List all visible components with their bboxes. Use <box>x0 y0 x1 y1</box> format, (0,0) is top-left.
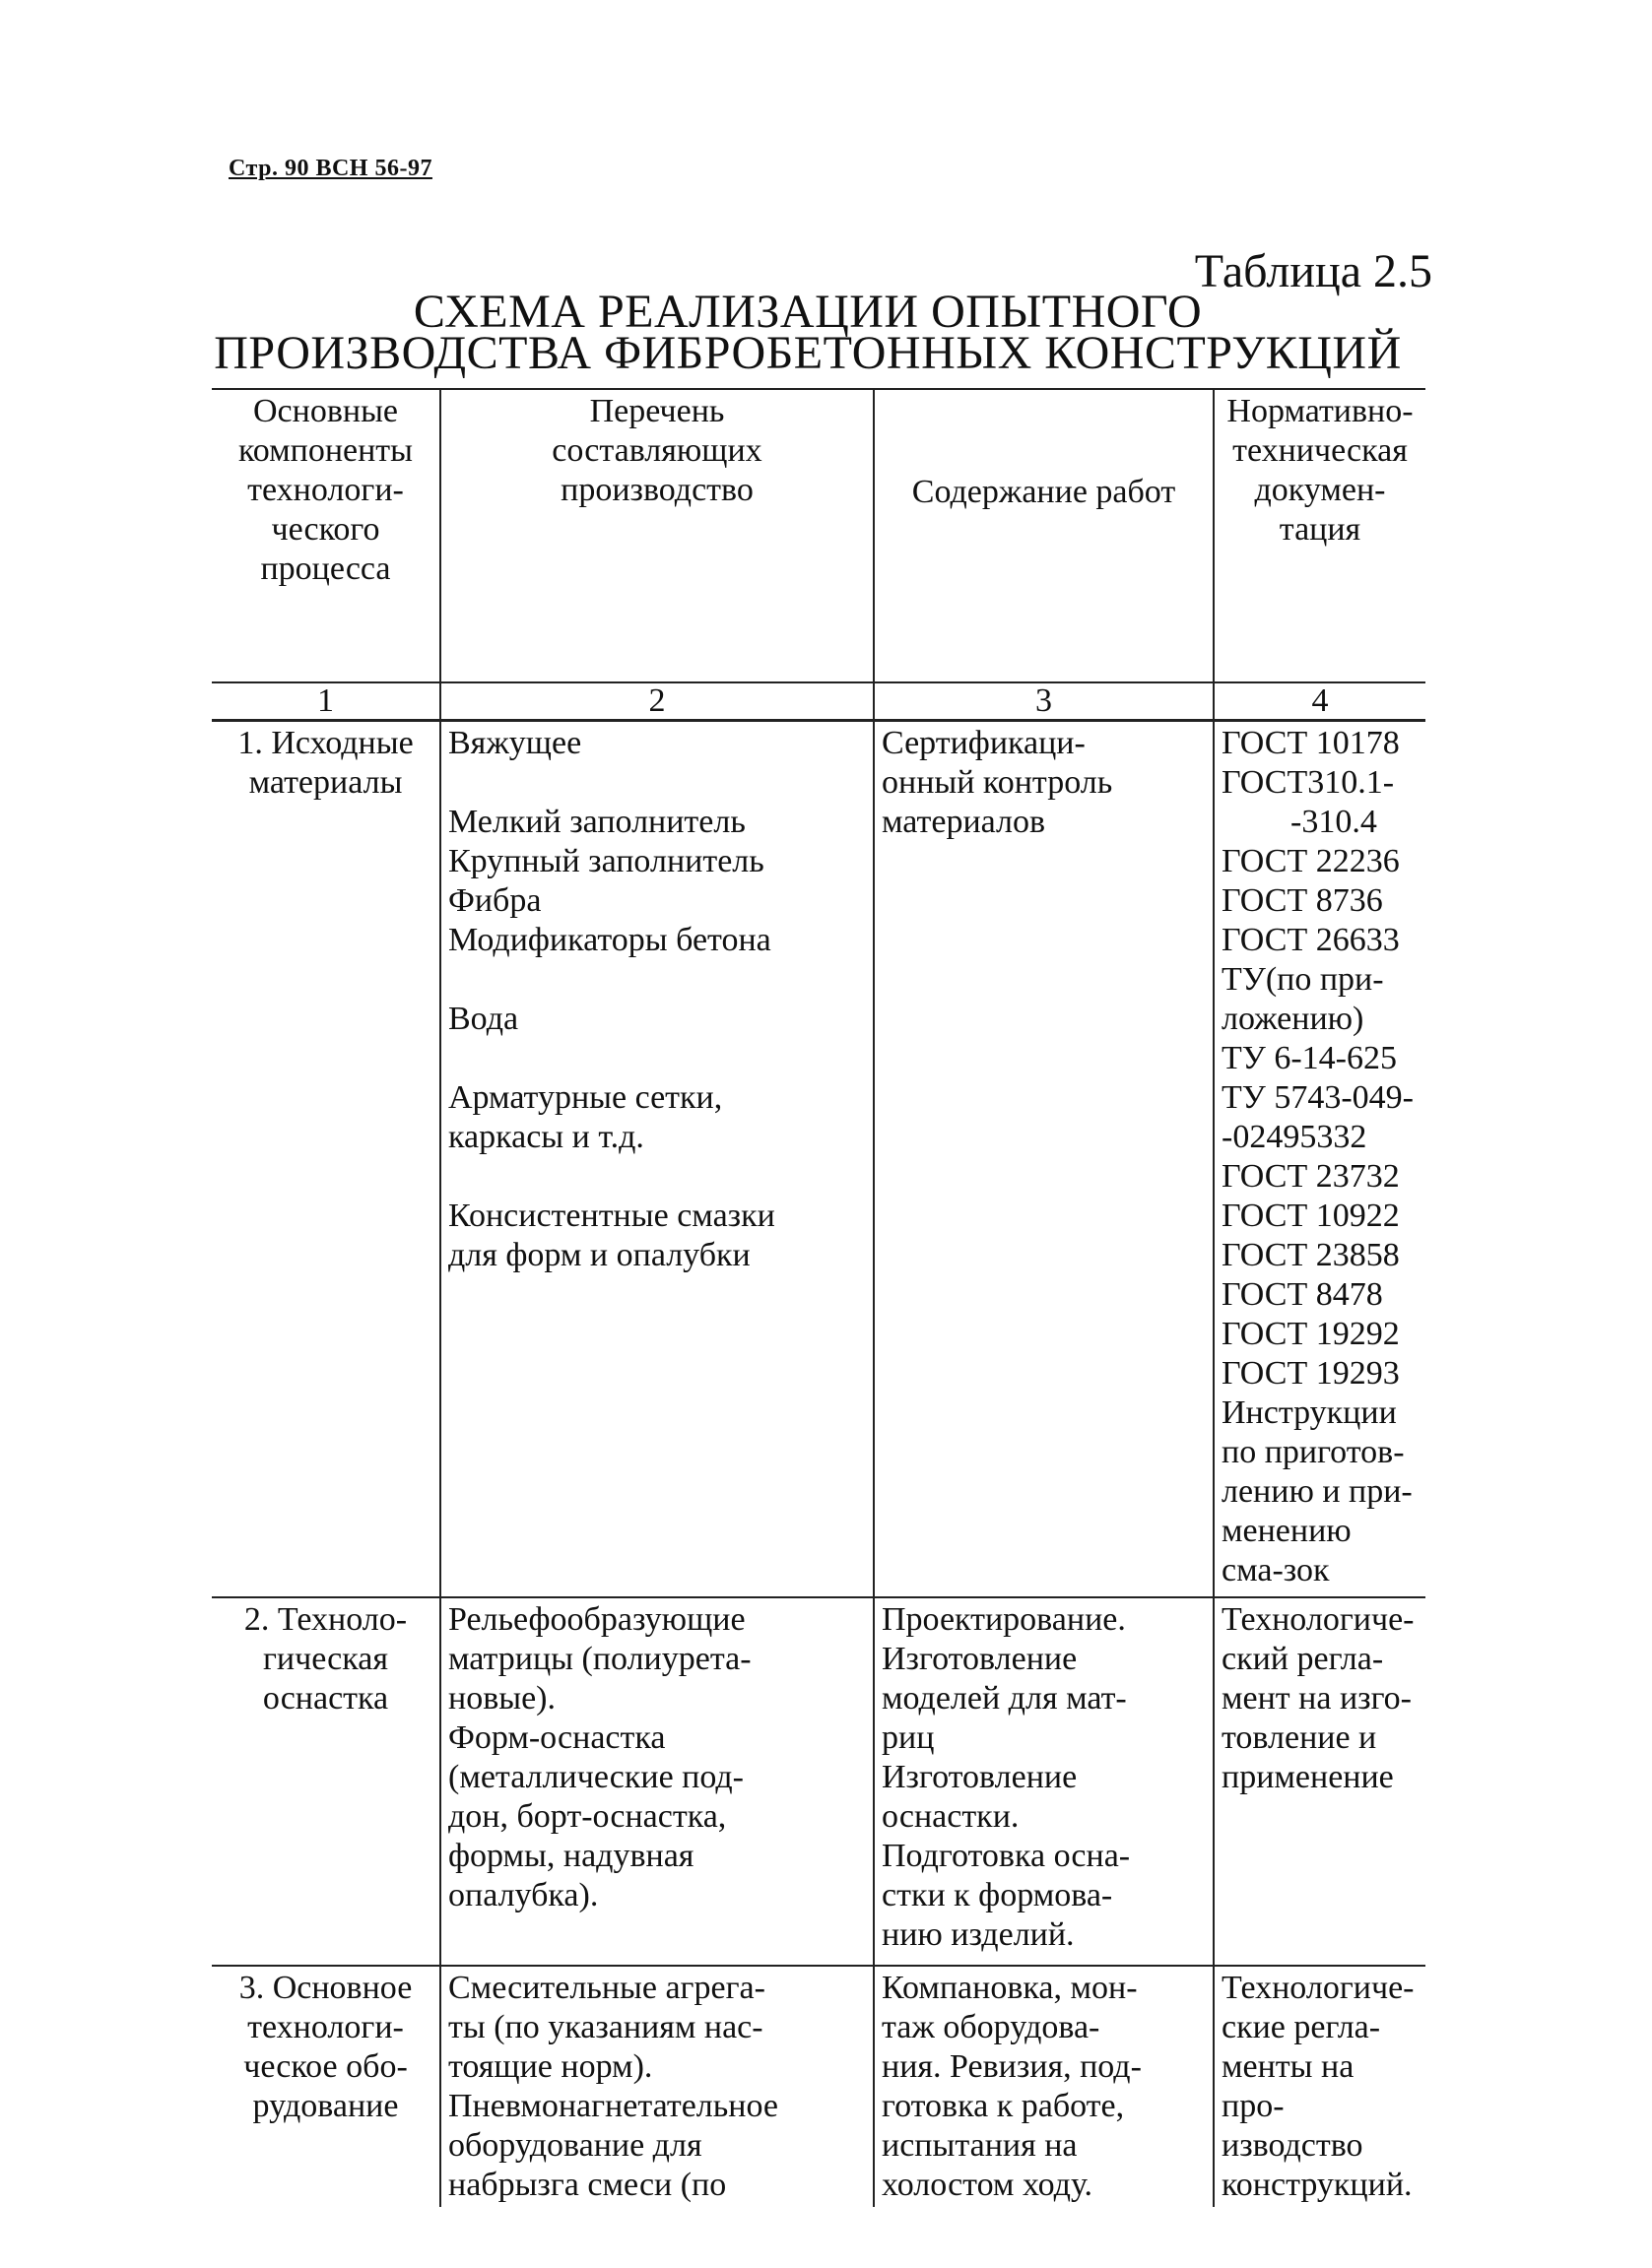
row-component: 1. Исходные материалы <box>212 721 440 1598</box>
column-number-row <box>212 682 1425 721</box>
table-header-row <box>212 389 1425 682</box>
row-items: Рельефообразующие матрицы (полиурета- новые). Форм-оснастка (металлические под- дон, борт-оснастка, формы, надувная опалубка). <box>440 1597 874 1966</box>
column-header-components: Основные компоненты технологи- ческого процесса <box>212 389 440 682</box>
table-row <box>212 1966 1425 2207</box>
row-works: Проектирование. Изготовление моделей для мат- риц Изготовление оснастки. Подготовка осна- стки к формова- нию изделий. <box>874 1597 1214 1966</box>
row-docs: Технологиче- ские регла- менты на про- изводство конструкций. <box>1214 1966 1425 2207</box>
column-number: 3 <box>874 682 1214 721</box>
table-title-line-2: ПРОИЗВОДСТВА ФИБРОБЕТОННЫХ КОНСТРУКЦИЙ <box>214 327 1402 379</box>
row-items: Вяжущее Мелкий заполнитель Крупный заполнитель Фибра Модификаторы бетона Вода Арматурные сетки, каркасы и т.д. Консистентные смазки для форм и опалубки <box>440 721 874 1598</box>
table-row <box>212 1597 1425 1966</box>
column-header-documentation: Нормативно- техническая докумен- тация <box>1214 389 1425 682</box>
row-component: 3. Основное технологи- ческое обо- рудование <box>212 1966 440 2207</box>
column-header-list: Перечень составляющих производство <box>440 389 874 682</box>
table-label: Таблица 2.5 <box>1194 245 1432 297</box>
row-items: Смесительные агрега- ты (по указаниям нас- тоящие норм). Пневмонагнетательное оборудование для набрызга смеси (по <box>440 1966 874 2207</box>
column-header-works: Содержание работ <box>874 389 1214 682</box>
column-number: 4 <box>1214 682 1425 721</box>
table-row <box>212 721 1425 1598</box>
table-title-line-1: СХЕМА РЕАЛИЗАЦИИ ОПЫТНОГО <box>413 286 1203 338</box>
row-works: Компановка, мон- таж оборудова- ния. Ревизия, под- готовка к работе, испытания на холостом ходу. <box>874 1966 1214 2207</box>
row-docs: Технологиче- ский регла- мент на изго- товление и применение <box>1214 1597 1425 1966</box>
row-component: 2. Техноло- гическая оснастка <box>212 1597 440 1966</box>
column-number: 2 <box>440 682 874 721</box>
row-docs: ГОСТ 10178 ГОСТ310.1- -310.4 ГОСТ 22236 ГОСТ 8736 ГОСТ 26633 ТУ(по при- ложению) ТУ 6-14-625 ТУ 5743-049- -02495332 ГОСТ 23732 ГОСТ 10922 ГОСТ 23858 ГОСТ 8478 ГОСТ 19292 ГОСТ 19293 Инструкции по приготов- лению и при- менению сма-зок <box>1214 721 1425 1598</box>
column-number: 1 <box>212 682 440 721</box>
realization-scheme-table <box>212 388 1425 2207</box>
row-works: Сертификаци- онный контроль материалов <box>874 721 1214 1598</box>
page-reference: Стр. 90 ВСН 56-97 <box>229 156 432 181</box>
